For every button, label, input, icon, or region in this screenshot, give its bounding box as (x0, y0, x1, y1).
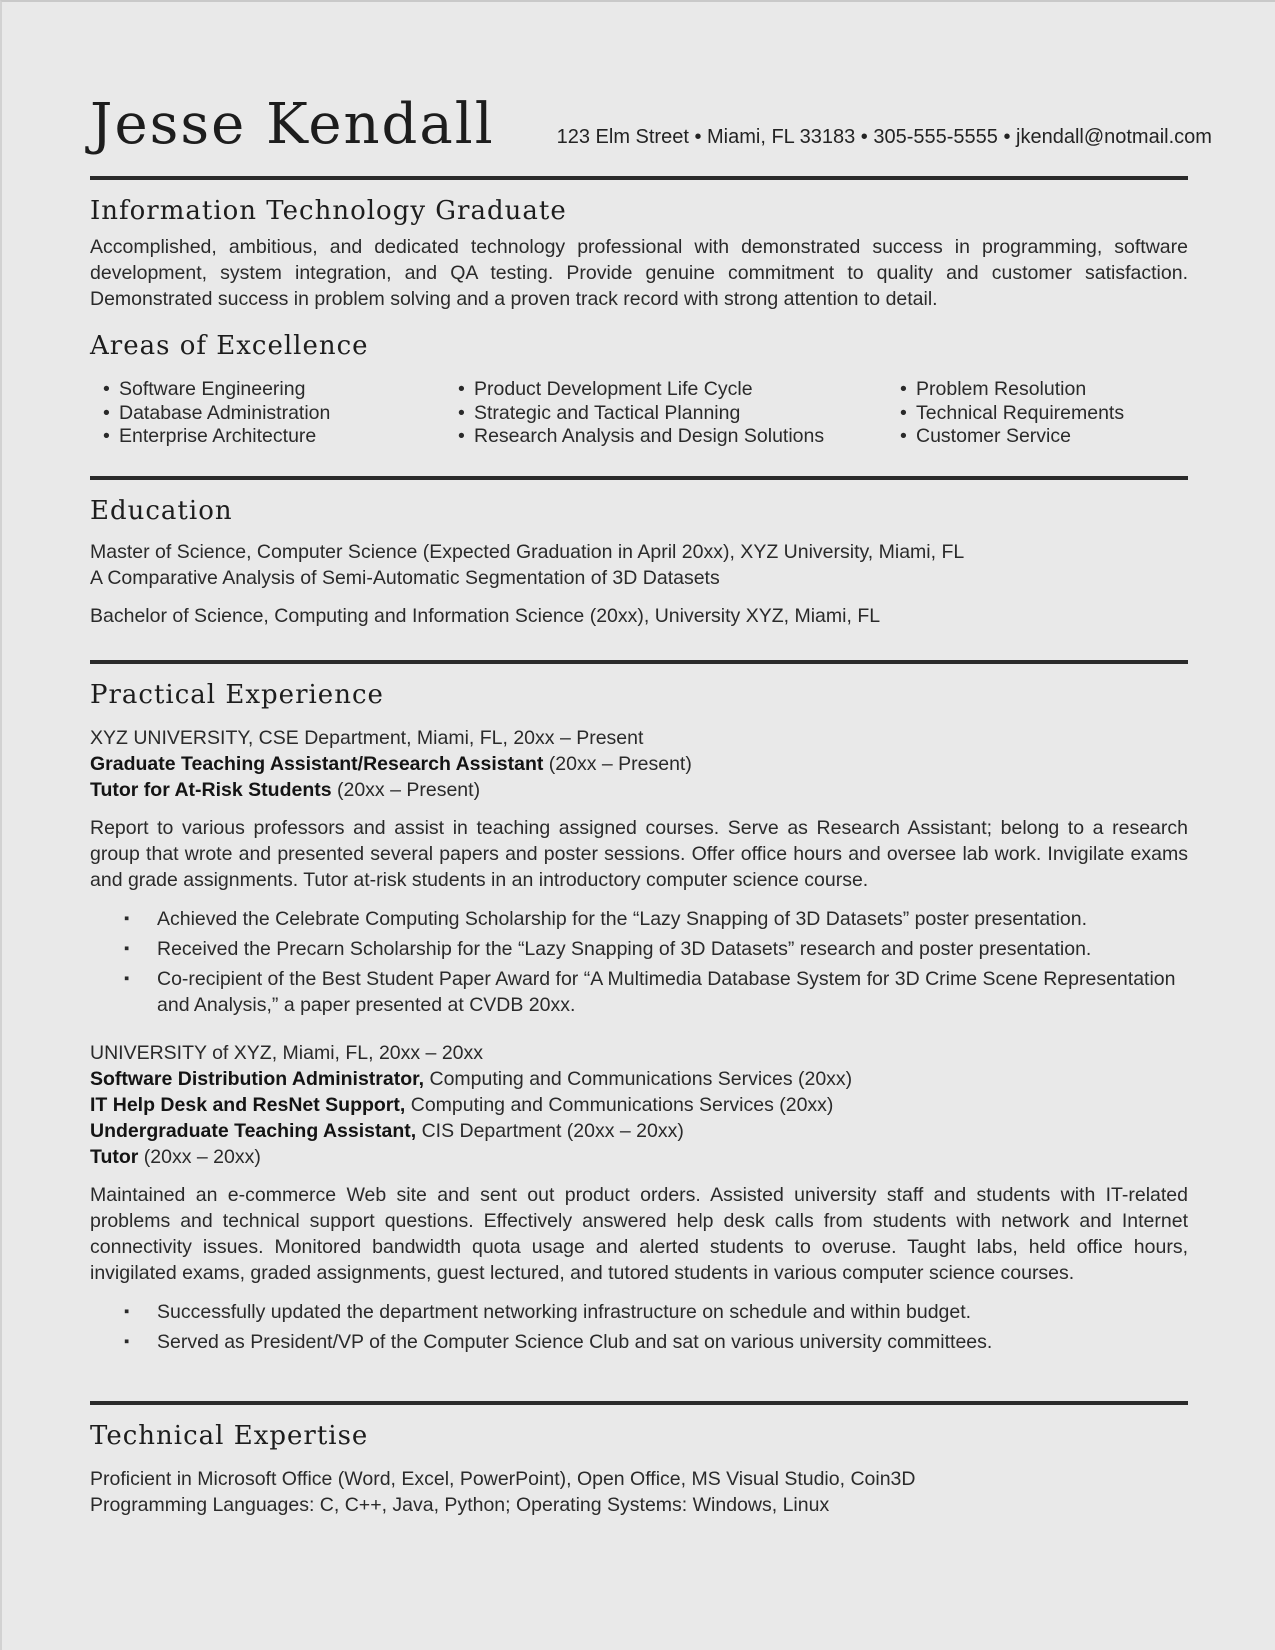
education-thesis: A Comparative Analysis of Semi-Automatic Segmentation of 3D Datasets (90, 566, 720, 589)
area-item: • Database Administration (107, 402, 462, 426)
areas-column-1 (107, 378, 462, 449)
job-bullet: ▪ Received the Precarn Scholarship for the “Lazy Snapping of 3D Datasets” research and poster presentation. (90, 936, 1188, 962)
job-title-bold: Graduate Teaching Assistant/Research Assistant (90, 752, 544, 775)
job-title (90, 777, 1188, 803)
area-item: • Problem Resolution (904, 378, 1188, 402)
job-bullet: ▪ Achieved the Celebrate Computing Scholarship for the “Lazy Snapping of 3D Datasets” poster presentation. (90, 906, 1188, 932)
area-item: • Enterprise Architecture (107, 425, 462, 449)
area-item: • Product Development Life Cycle (462, 378, 904, 402)
areas-grid (90, 378, 1188, 449)
area-item: • Research Analysis and Design Solutions (462, 425, 904, 449)
area-item: • Technical Requirements (904, 402, 1188, 426)
job-title (90, 1092, 1188, 1118)
job-paragraph: Report to various professors and assist in teaching assigned courses. Serve as Research Assistant; belong to a research group that wrote and presented several papers and poster sessions. Offer office hours and oversee lab work. Invigilate exams and grade assignments. Tutor at-risk students in an introductory computer science course. (90, 816, 1188, 891)
divider-technical (90, 1401, 1188, 1405)
job-title (90, 1066, 1188, 1092)
job-bullet: ▪ Successfully updated the department networking infrastructure on schedule and within budget. (90, 1299, 1188, 1325)
resume-content (2, 2, 1275, 1518)
header (90, 2, 1212, 162)
job-title-rest: Computing and Communications Services (20xx) (405, 1093, 834, 1116)
job-bullet-list (90, 1299, 1188, 1355)
areas-column-3 (904, 378, 1188, 449)
job-title-rest: (20xx – 20xx) (138, 1145, 261, 1168)
technical-line-1: Proficient in Microsoft Office (Word, Excel, PowerPoint), Open Office, MS Visual Studio, Coin3D (90, 1467, 916, 1490)
job-title (90, 1144, 1188, 1170)
areas-column-2 (462, 378, 904, 449)
areas-heading: Areas of Excellence (90, 331, 369, 361)
job-title-bold: IT Help Desk and ResNet Support, (90, 1093, 406, 1116)
technical-heading: Technical Expertise (90, 1420, 369, 1451)
job-title-rest: CIS Department (20xx – 20xx) (416, 1119, 684, 1142)
job-title (90, 751, 1188, 777)
job-paragraph: Maintained an e-commerce Web site and sent out product orders. Assisted university staff and students with IT-related problems and technical support questions. Effectively answered help desk calls from students with network and Internet connectivity issues. Monitored bandwidth quota usage and alerted students to overuse. Taught labs, held office hours, invigilated exams, graded assignments, guest lectured, and tutored students in various computer science courses. (90, 1183, 1188, 1284)
contact-line: 123 Elm Street • Miami, FL 33183 • 305-555-5555 • jkendall@notmail.com (556, 126, 1212, 148)
divider-education (90, 476, 1188, 480)
job-title-bold: Tutor (90, 1145, 139, 1168)
summary-paragraph: Accomplished, ambitious, and dedicated technology professional with demonstrated success in programming, software development, system integration, and QA testing. Provide genuine commitment to quality and customer satisfaction. Demonstrated success in problem solving and a proven track record with strong attention to detail. (90, 236, 1188, 310)
job-title-bold: Tutor for At-Risk Students (90, 778, 332, 801)
job-employer: UNIVERSITY of XYZ, Miami, FL, 20xx – 20xx (90, 1041, 484, 1064)
technical-line-2: Programming Languages: C, C++, Java, Python; Operating Systems: Windows, Linux (90, 1493, 830, 1516)
job-bullet: ▪ Co-recipient of the Best Student Paper Award for “A Multimedia Database System for 3D Crime Scene Representation and Analysis,” a paper presented at CVDB 20xx. (90, 966, 1188, 1018)
education-bachelors: Bachelor of Science, Computing and Information Science (20xx), University XYZ, Miami, FL (90, 604, 881, 627)
experience-heading: Practical Experience (90, 679, 384, 710)
job-bullet-list (90, 906, 1188, 1018)
education-heading: Education (90, 495, 233, 526)
job-title-rest: Computing and Communications Services (20xx) (424, 1067, 853, 1090)
candidate-name: Jesse Kendall (90, 92, 495, 157)
job-title (90, 1118, 1188, 1144)
area-item: • Customer Service (904, 425, 1188, 449)
job-title-rest: (20xx – Present) (331, 778, 481, 801)
job-title-bold: Undergraduate Teaching Assistant, (90, 1119, 417, 1142)
summary-heading: Information Technology Graduate (90, 196, 567, 226)
job-employer: XYZ UNIVERSITY, CSE Department, Miami, FL, 20xx – Present (90, 726, 644, 749)
education-masters: Master of Science, Computer Science (Expected Graduation in April 20xx), XYZ University, Miami, FL (90, 540, 965, 563)
job-bullet: ▪ Served as President/VP of the Computer Science Club and sat on various university committees. (90, 1329, 1188, 1355)
area-item: • Software Engineering (107, 378, 462, 402)
divider-experience (90, 660, 1188, 664)
job-title-rest: (20xx – Present) (543, 752, 692, 775)
job-title-bold: Software Distribution Administrator, (90, 1067, 425, 1090)
divider-header (90, 176, 1188, 180)
area-item: • Strategic and Tactical Planning (462, 402, 904, 426)
